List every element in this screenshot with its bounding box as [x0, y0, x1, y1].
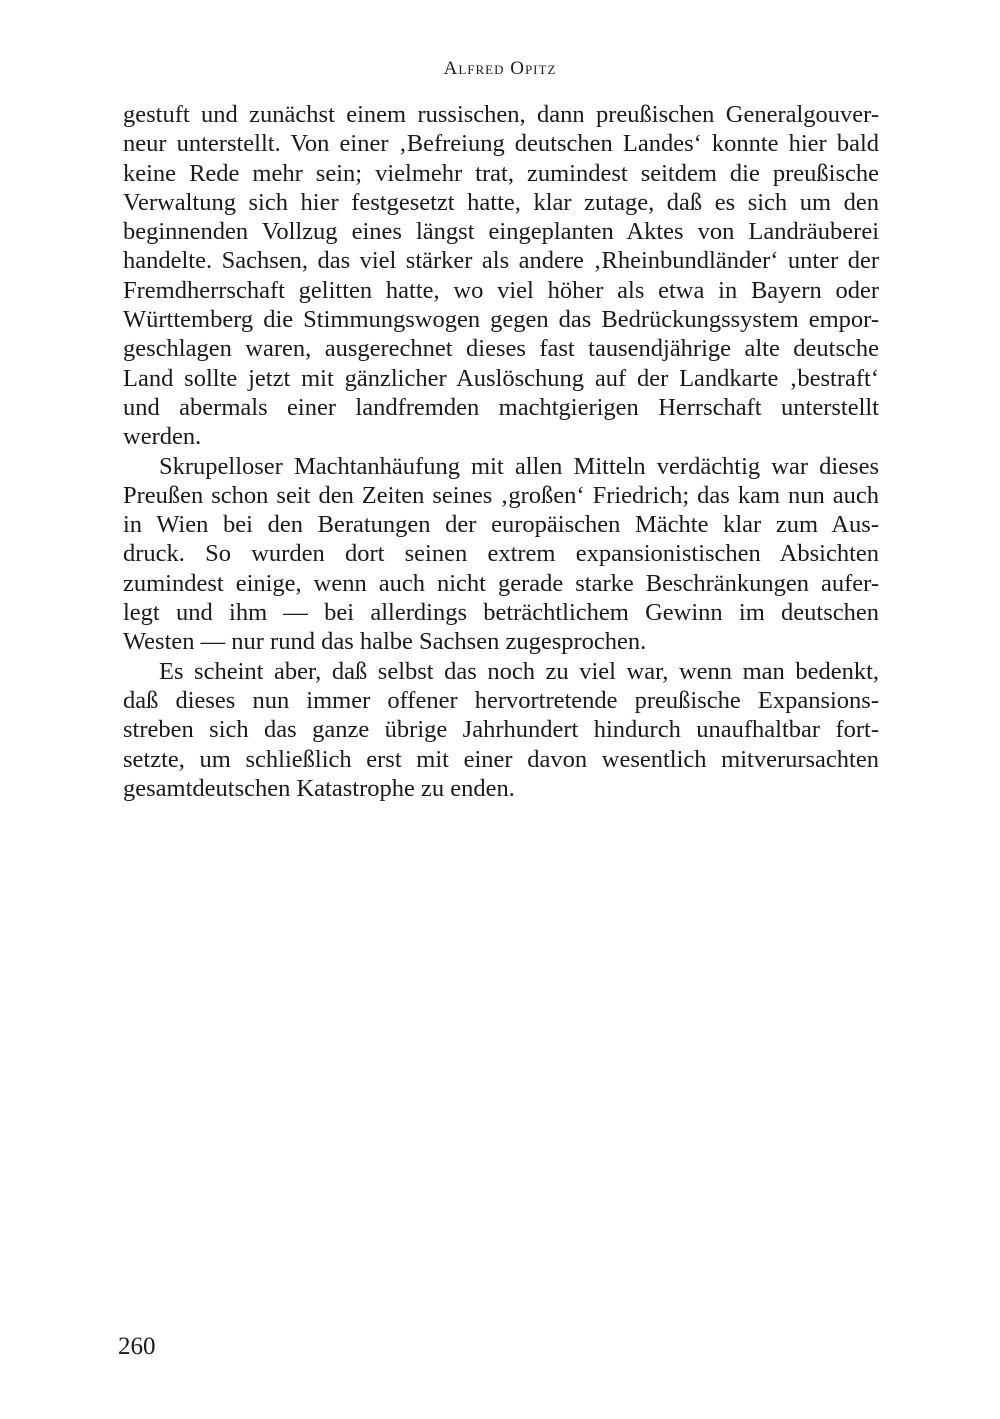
text-line: zumindest einige, wenn auch nicht gerade starke Beschränkungen aufer-: [123, 569, 879, 597]
text-line: werden.: [123, 423, 202, 451]
text-line: legt und ihm — bei allerdings beträchtlichem Gewinn im deutschen: [123, 599, 879, 627]
text-line: Preußen schon seit den Zeiten seines ‚großen‘ Friedrich; das kam nun auch: [123, 481, 879, 509]
text-line: daß dieses nun immer offener hervortretende preußische Expansions-: [123, 686, 879, 714]
text-line: druck. So wurden dort seinen extrem expansionistischen Absichten: [123, 540, 879, 568]
page-number: 260: [118, 1333, 156, 1360]
text-line: Württemberg die Stimmungswogen gegen das Bedrückungssystem empor-: [123, 306, 879, 334]
text-line: Skrupelloser Machtanhäufung mit allen Mitteln verdächtig war dieses: [159, 452, 879, 480]
text-line: beginnenden Vollzug eines längst eingeplanten Aktes von Landräuberei: [123, 218, 879, 246]
text-line: in Wien bei den Beratungen der europäischen Mächte klar zum Aus-: [123, 511, 879, 539]
text-line: Westen — nur rund das halbe Sachsen zugesprochen.: [123, 628, 647, 656]
text-line: Es scheint aber, daß selbst das noch zu viel war, wenn man bedenkt,: [159, 657, 879, 685]
text-line: neur unterstellt. Von einer ‚Befreiung deutschen Landes‘ konnte hier bald: [123, 130, 879, 158]
text-line: Verwaltung sich hier festgesetzt hatte, klar zutage, daß es sich um den: [123, 188, 879, 216]
text-line: keine Rede mehr sein; vielmehr trat, zumindest seitdem die preußische: [123, 159, 879, 187]
text-line: gesamtdeutschen Katastrophe zu enden.: [123, 774, 515, 802]
text-line: Land sollte jetzt mit gänzlicher Auslöschung auf der Landkarte ‚bestraft‘: [123, 364, 879, 392]
body-text: [123, 100, 879, 803]
running-header: Alfred Opitz: [443, 58, 557, 79]
paragraph-3: [123, 657, 879, 803]
text-line: setzte, um schließlich erst mit einer davon wesentlich mitverursachten: [123, 745, 879, 773]
text-line: gestuft und zunächst einem russischen, dann preußischen Generalgouver-: [123, 101, 879, 128]
text-line: handelte. Sachsen, das viel stärker als andere ‚Rheinbundländer‘ unter der: [123, 247, 879, 275]
text-line: streben sich das ganze übrige Jahrhundert hindurch unaufhaltbar fort-: [123, 716, 879, 744]
paragraph-2: [123, 452, 879, 657]
text-line: und abermals einer landfremden machtgierigen Herrschaft unterstellt: [123, 393, 879, 421]
text-line: Fremdherrschaft gelitten hatte, wo viel höher als etwa in Bayern oder: [123, 276, 879, 304]
paragraph-1: [123, 100, 879, 452]
text-line: geschlagen waren, ausgerechnet dieses fast tausendjährige alte deutsche: [123, 335, 879, 363]
